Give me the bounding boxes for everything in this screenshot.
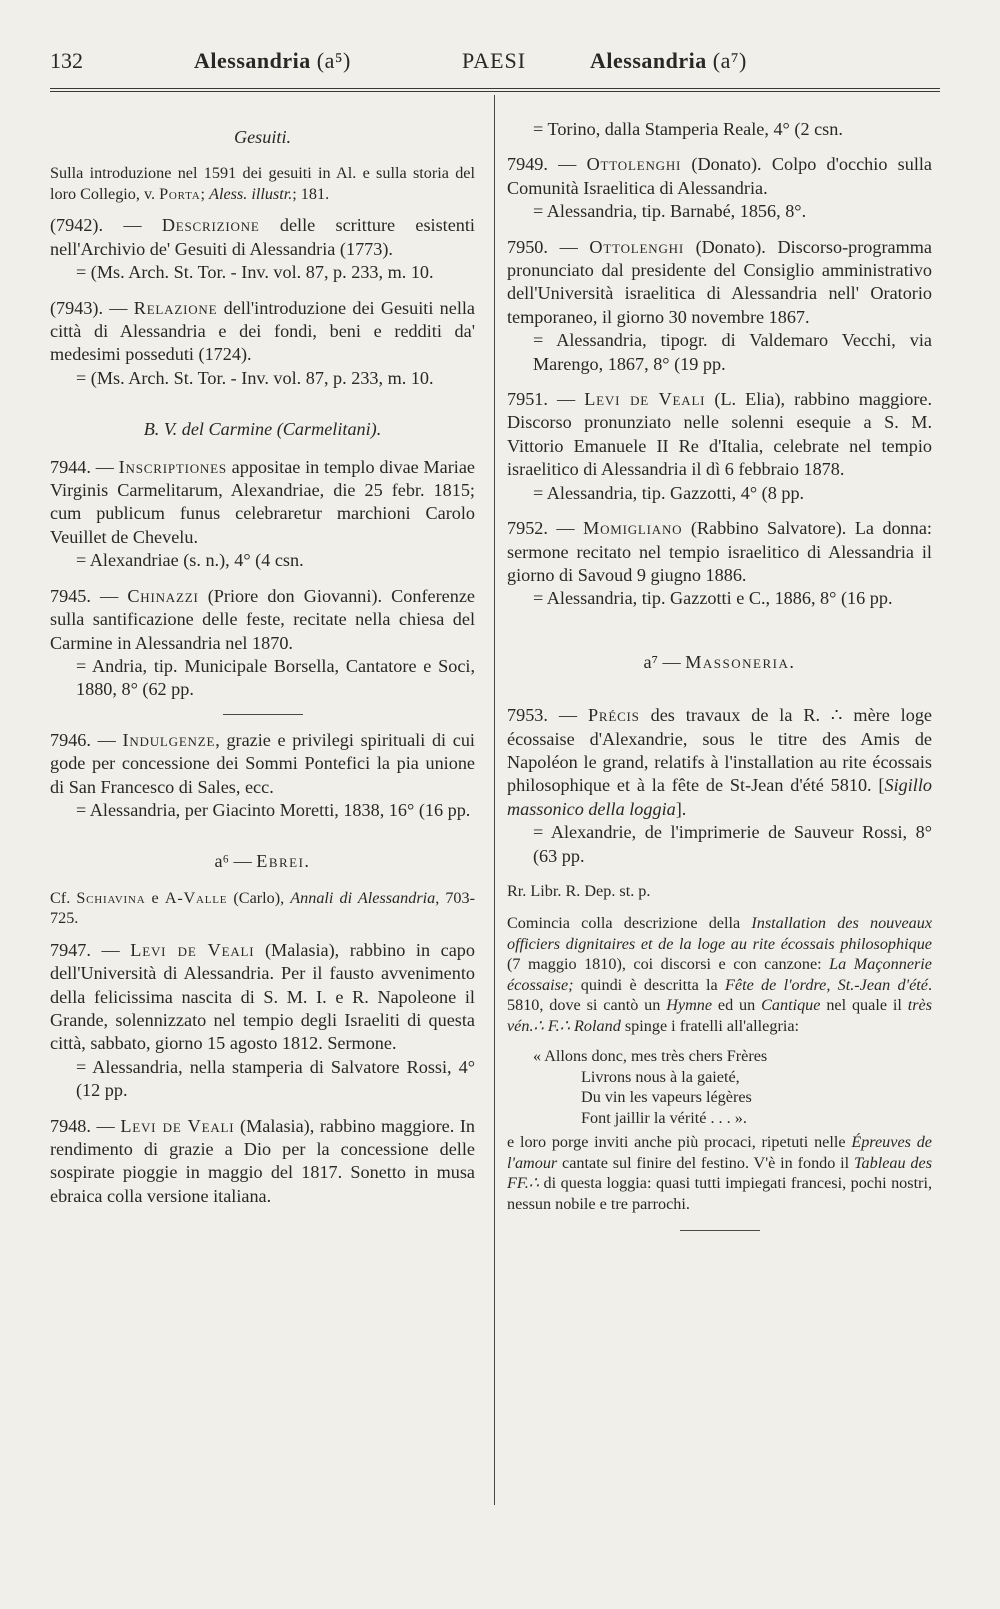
- poem-line: Livrons nous à la gaieté,: [581, 1067, 740, 1086]
- entry-heading: Chinazzi: [127, 585, 199, 606]
- note-italic: très vén.∴ F.∴ Roland: [507, 996, 933, 1035]
- note-text: , 703-725.: [50, 888, 476, 928]
- note-text: Cf.: [50, 888, 77, 907]
- ebrei-note: [50, 888, 475, 929]
- note-text: ;: [200, 184, 210, 203]
- entry-text: (Rabbino Salvatore). La donna: sermone recitato nel tempio israelitico di Alessandria il giorno di Savoud 9 giugno 1886.: [507, 518, 932, 585]
- entry-heading: Descrizione: [161, 215, 260, 236]
- section-code: a⁶ —: [214, 851, 257, 872]
- note-title: Annali di Alessandria: [290, 888, 436, 907]
- note-text: ed un: [712, 996, 762, 1015]
- poem-quote: [507, 1046, 932, 1128]
- section-massoneria: [507, 651, 932, 674]
- entry-7944: [50, 456, 475, 573]
- running-header: [50, 48, 940, 82]
- entry-imprint: = (Ms. Arch. St. Tor. - Inv. vol. 87, p. 233, m. 10.: [76, 367, 434, 388]
- entry-imprint: = Torino, dalla Stamperia Reale, 4° (2 csn.: [533, 119, 843, 139]
- section-code: a⁷ —: [643, 651, 686, 672]
- entry-text: delle scritture esistenti nell'Archivio de' Gesuiti di Alessandria (1773).: [50, 215, 475, 259]
- entry-imprint: = Andria, tip. Municipale Borsella, Cantatore e Soci, 1880, 8° (62 pp.: [76, 655, 475, 700]
- separator-rule: [680, 1230, 760, 1231]
- entry-number: 7952. —: [507, 518, 584, 539]
- entry-number: 7948. —: [50, 1115, 121, 1136]
- note-text: Comincia colla descrizione della: [507, 914, 752, 933]
- massoneria-note-end: [507, 1132, 932, 1214]
- entry-number: 7945. —: [50, 585, 128, 606]
- entry-heading: Relazione: [133, 297, 218, 318]
- entry-7948-continued: [507, 118, 932, 141]
- entry-heading: Précis: [587, 705, 640, 726]
- note-text: (7 maggio 1810), coi discorsi e con canzone:: [507, 955, 830, 974]
- note-author: Schiavina: [76, 888, 146, 907]
- entry-number: 7951. —: [507, 389, 585, 410]
- right-column: [507, 100, 932, 1245]
- entry-7942: [50, 214, 475, 284]
- entry-text: (L. Elia), rabbino maggiore. Discorso pronunziato nelle solenni esequie a S. M. Vittorio Emanuele II Re d'Italia, celebrate nel tempio israelitico di Alessandria il dì 6 febbraio 1878.: [507, 389, 932, 480]
- entry-imprint: = Alessandria, tip. Barnabé, 1856, 8°.: [533, 201, 807, 222]
- entry-text: (Donato). Discorso-programma pronunciato dal presidente del Consiglio amministrativo dell'Università israelitica di Alessandria nell' Oratorio temporaneo, il giorno 30 novembre 1867.: [507, 236, 932, 327]
- entry-number: 7946. —: [50, 729, 123, 750]
- note-text: di questa loggia: quasi tutti impiegati francesi, pochi nostri, nessun nobile e tre parrochi.: [507, 1174, 932, 1213]
- entry-imprint: = Alessandria, tip. Gazzotti, 4° (8 pp.: [533, 482, 805, 503]
- entry-heading: Indulgenze: [122, 729, 216, 750]
- entry-7949: [507, 153, 932, 223]
- entry-heading: Levi de Veali: [120, 1115, 235, 1136]
- entry-imprint: = Alessandria, tip. Gazzotti e C., 1886, 8° (16 pp.: [533, 588, 893, 609]
- header-rule: [50, 88, 940, 92]
- entry-number: (7943). —: [50, 297, 134, 318]
- entry-text: appositae in templo divae Mariae Virginis Carmelitarum, Alexandriae, die 25 febr. 1815; cum publicum funus celebraretur marchioni Carolo Veuillet de Chevelu.: [50, 456, 475, 547]
- note-text: Sulla introduzione nel 1591 dei gesuiti in Al. e sulla storia del loro Collegio, v.: [50, 164, 475, 203]
- gesuiti-note: [50, 163, 475, 204]
- library-reference: Rr. Libr. R. Dep. st. p.: [507, 881, 651, 900]
- entry-imprint: = Alexandrie, de l'imprimerie de Sauveur Rossi, 8° (63 pp.: [533, 822, 932, 866]
- note-text: spinge i fratelli all'allegria:: [620, 1016, 800, 1035]
- entry-text: (Malasia), rabbino in capo dell'Università di Alessandria. Per il fausto avvenimento della felicissima nascita di S. M. I. e R. Napoleone il Grande, solennizzato nel tempio degli Israeliti di questa città, sabbato, giorno 15 agosto 1812. Sermone.: [50, 939, 475, 1054]
- header-left-title: [194, 48, 351, 74]
- separator-rule: [223, 714, 303, 715]
- note-text: e loro porge inviti anche più procaci, ripetuti nelle: [507, 1133, 852, 1152]
- note-author: Porta: [159, 184, 201, 203]
- entry-text: , grazie e privilegi spirituali di cui gode per concessione dei Sommi Pontefici la pia unione di San Francesco di Sales, ecc.: [50, 729, 475, 797]
- entry-7943: [50, 297, 475, 391]
- entry-number: 7944. —: [50, 456, 119, 477]
- poem-line: Du vin les vapeurs légères: [581, 1088, 752, 1107]
- entry-7953: [507, 704, 932, 868]
- section-title: Massoneria.: [685, 651, 796, 672]
- entry-text: des travaux de la R. ∴ mère loge écossaise d'Alexandrie, sous le titre des Amis de Napoléon le grand, relatifs à l'installation au rite écossais philosophique et à la fête de St-Jean d'été 5810. [: [507, 705, 932, 796]
- header-right-title: [590, 48, 747, 74]
- entry-italic: Sigillo massonico della loggia: [507, 775, 932, 819]
- note-italic: Fête de l'ordre, St.-Jean d'été: [725, 975, 928, 994]
- section-gesuiti: Gesuiti.: [233, 127, 292, 147]
- entry-heading: Momigliano: [583, 518, 683, 539]
- header-right-word: Alessandria: [590, 48, 707, 73]
- note-text: cantate sul finire del festino. V'è in fondo il: [557, 1153, 855, 1172]
- entry-7950: [507, 236, 932, 376]
- header-left-word: Alessandria: [194, 48, 311, 73]
- massoneria-note: [507, 913, 932, 1036]
- entry-heading: Inscriptiones: [118, 456, 227, 477]
- poem-line: Font jaillir la vérité . . . ».: [581, 1108, 747, 1127]
- entry-number: 7947. —: [50, 939, 131, 960]
- header-left-sub: (a⁵): [316, 48, 351, 73]
- entry-number: 7950. —: [507, 236, 590, 257]
- entry-text: (Priore don Giovanni). Conferenze sulla santificazione delle feste, recitate nella chiesa del Carmine in Alessandria nel 1870.: [50, 585, 475, 653]
- note-italic: Tableau des FF.∴: [507, 1153, 932, 1193]
- entry-heading: Ottolenghi: [589, 236, 684, 257]
- entry-7952: [507, 517, 932, 611]
- entry-number: 7949. —: [507, 154, 587, 175]
- column-divider: [494, 95, 495, 1505]
- note-text: e: [145, 888, 165, 907]
- section-ebrei: [50, 850, 475, 873]
- note-title: Aless. illustr.: [209, 184, 293, 203]
- entry-7948: [50, 1115, 475, 1209]
- entry-text: (Donato). Colpo d'occhio sulla Comunità Israelitica di Alessandria.: [507, 154, 933, 198]
- entry-imprint: = Alessandria, tipogr. di Valdemaro Vecchi, via Marengo, 1867, 8° (19 pp.: [533, 330, 932, 374]
- note-italic: Épreuves de l'amour: [507, 1133, 932, 1172]
- entry-heading: Ottolenghi: [586, 154, 682, 175]
- entry-heading: Levi de Veali: [130, 939, 255, 960]
- entry-imprint: = Alessandria, nella stamperia di Salvatore Rossi, 4° (12 pp.: [76, 1056, 475, 1101]
- entry-7946: [50, 729, 475, 823]
- note-text: nel quale il: [820, 996, 908, 1015]
- entry-7951: [507, 388, 932, 505]
- entry-number: 7953. —: [507, 705, 588, 726]
- section-title: Ebrei.: [256, 851, 311, 872]
- note-author: A-Valle: [164, 888, 228, 907]
- entry-7947: [50, 939, 475, 1103]
- entry-heading: Levi de Veali: [584, 389, 706, 410]
- note-italic: Hymne: [666, 996, 713, 1015]
- note-text: quindi è descritta la: [573, 975, 725, 994]
- page-number: 132: [50, 48, 83, 73]
- left-column: [50, 100, 475, 1220]
- poem-line: « Allons donc, mes très chers Frères: [533, 1047, 768, 1066]
- section-carmine: B. V. del Carmine (Carmelitani).: [143, 419, 382, 440]
- entry-imprint: = (Ms. Arch. St. Tor. - Inv. vol. 87, p. 233, m. 10.: [76, 262, 434, 283]
- entry-text: (Malasia), rabbino maggiore. In rendimento di grazie a Dio per la concessione delle sospirate pioggie in maggio del 1817. Sonetto in musa ebraica colla versione italiana.: [50, 1115, 475, 1206]
- header-right-sub: (a⁷): [712, 48, 747, 73]
- entry-7945: [50, 585, 475, 702]
- entry-text: dell'introduzione dei Gesuiti nella città di Alessandria e dei fondi, beni e redditi da' medesimi posseduti (1724).: [50, 297, 475, 365]
- note-text: . 5810, dove si cantò un: [507, 975, 932, 1015]
- note-italic: La Maçonnerie écossaise;: [507, 955, 932, 994]
- entry-text: ].: [675, 798, 687, 819]
- entry-imprint: = Alessandria, per Giacinto Moretti, 1838, 16° (16 pp.: [76, 799, 471, 820]
- entry-imprint: = Alexandriae (s. n.), 4° (4 csn.: [76, 550, 304, 571]
- note-text: ; 181.: [292, 184, 330, 203]
- note-italic: Installation des nouveaux officiers dignitaires et de la loge au rite écossais philosophique: [507, 914, 933, 953]
- note-italic: Cantique: [761, 996, 821, 1015]
- entry-number: (7942). —: [50, 215, 162, 236]
- header-center: PAESI: [462, 48, 527, 73]
- note-text: (Carlo),: [227, 888, 291, 907]
